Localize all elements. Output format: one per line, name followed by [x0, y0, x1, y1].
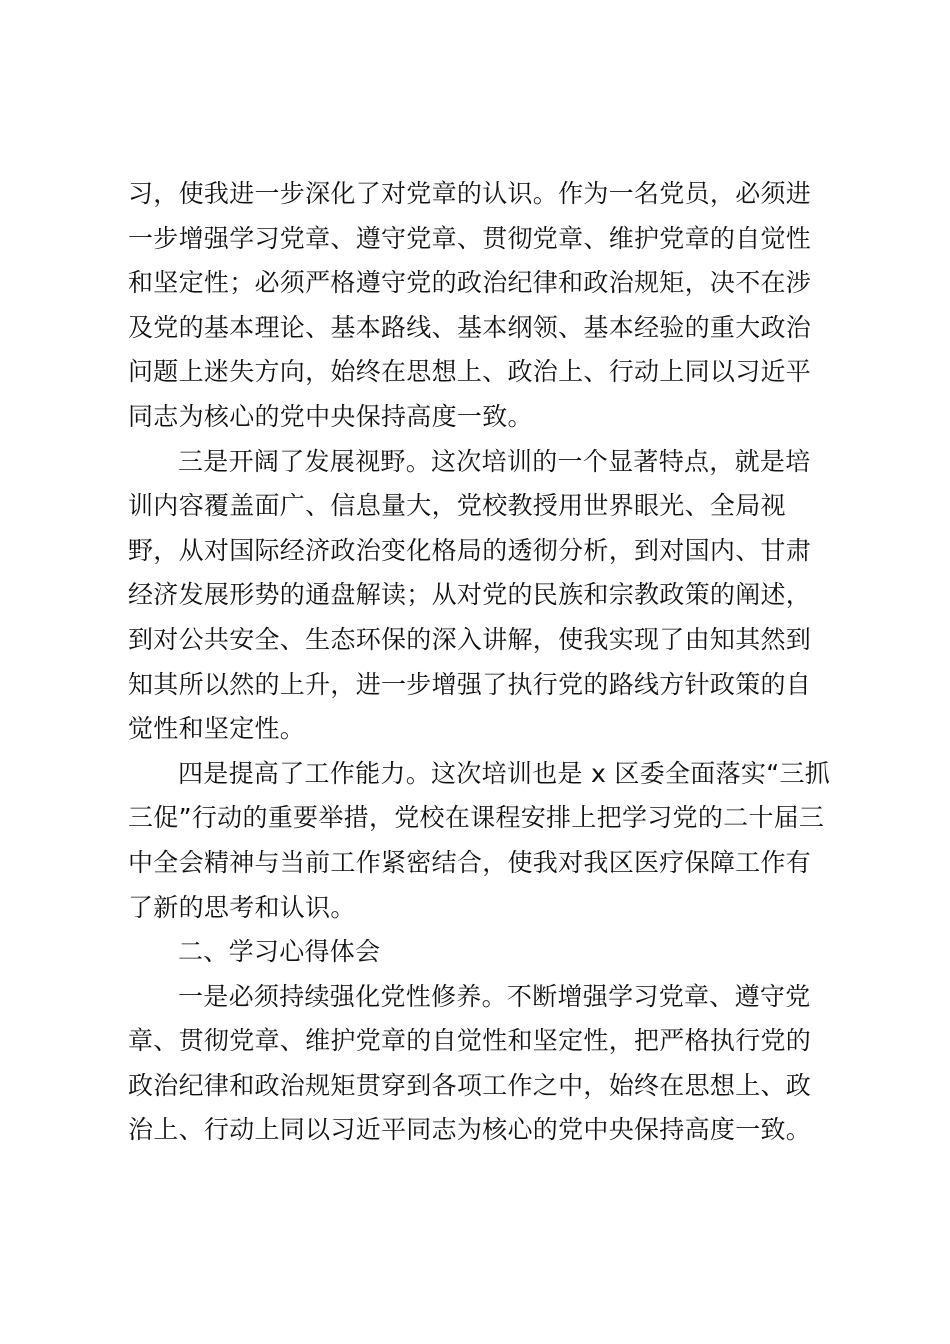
text-line: 习，使我进一步深化了对党章的认识。作为一名党员，必须进 — [128, 179, 812, 208]
text-line: 三促”行动的重要举措，党校在课程安排上把学习党的二十届三 — [128, 803, 825, 833]
text-line: 问题上迷失方向，始终在思想上、政治上、行动上同以习近平 — [128, 357, 812, 387]
text-line: 训内容覆盖面广、信息量大，党校教授用世界眼光、全局视 — [128, 491, 786, 521]
text-line: 到对公共安全、生态环保的深入讲解，使我实现了由知其然到 — [128, 624, 812, 654]
paragraph-start-line: 四是提高了工作能力。这次培训也是 x 区委全面落实“三抓 — [178, 758, 831, 788]
paragraph-start-line: 一是必须持续强化党性修养。不断增强学习党章、遵守党 — [178, 981, 811, 1011]
text-line: 和坚定性；必须严格遵守党的政治纪律和政治规矩，决不在涉 — [128, 268, 812, 298]
paragraph-start-line: 三是开阔了发展视野。这次培训的一个显著特点，就是培 — [178, 446, 811, 476]
text-line: 知其所以然的上升，进一步增强了执行党的路线方针政策的自 — [128, 669, 812, 699]
text-line: 觉性和坚定性。 — [128, 714, 306, 744]
text-line: 野，从对国际经济政治变化格局的透彻分析，到对国内、甘肃 — [128, 535, 812, 565]
text-line: 政治纪律和政治规矩贯穿到各项工作之中，始终在思想上、政 — [128, 1070, 812, 1100]
text-line: 章、贯彻党章、维护党章的自觉性和坚定性，把严格执行党的 — [128, 1026, 812, 1056]
text-line: 同志为核心的党中央保持高度一致。 — [128, 401, 533, 431]
text-line: 一步增强学习党章、遵守党章、贯彻党章、维护党章的自觉性 — [128, 223, 812, 253]
section-heading: 二、学习心得体会 — [178, 937, 381, 967]
text-line: 及党的基本理论、基本路线、基本纲领、基本经验的重大政治 — [128, 312, 812, 342]
text-line: 经济发展形势的通盘解读；从对党的民族和宗教政策的阐述， — [128, 580, 812, 610]
document-body — [128, 172, 831, 1153]
text-line: 了新的思考和认识。 — [128, 892, 356, 922]
text-line: 治上、行动上同以习近平同志为核心的党中央保持高度一致。 — [128, 1115, 812, 1145]
text-line: 中全会精神与当前工作紧密结合，使我对我区医疗保障工作有 — [128, 847, 812, 877]
